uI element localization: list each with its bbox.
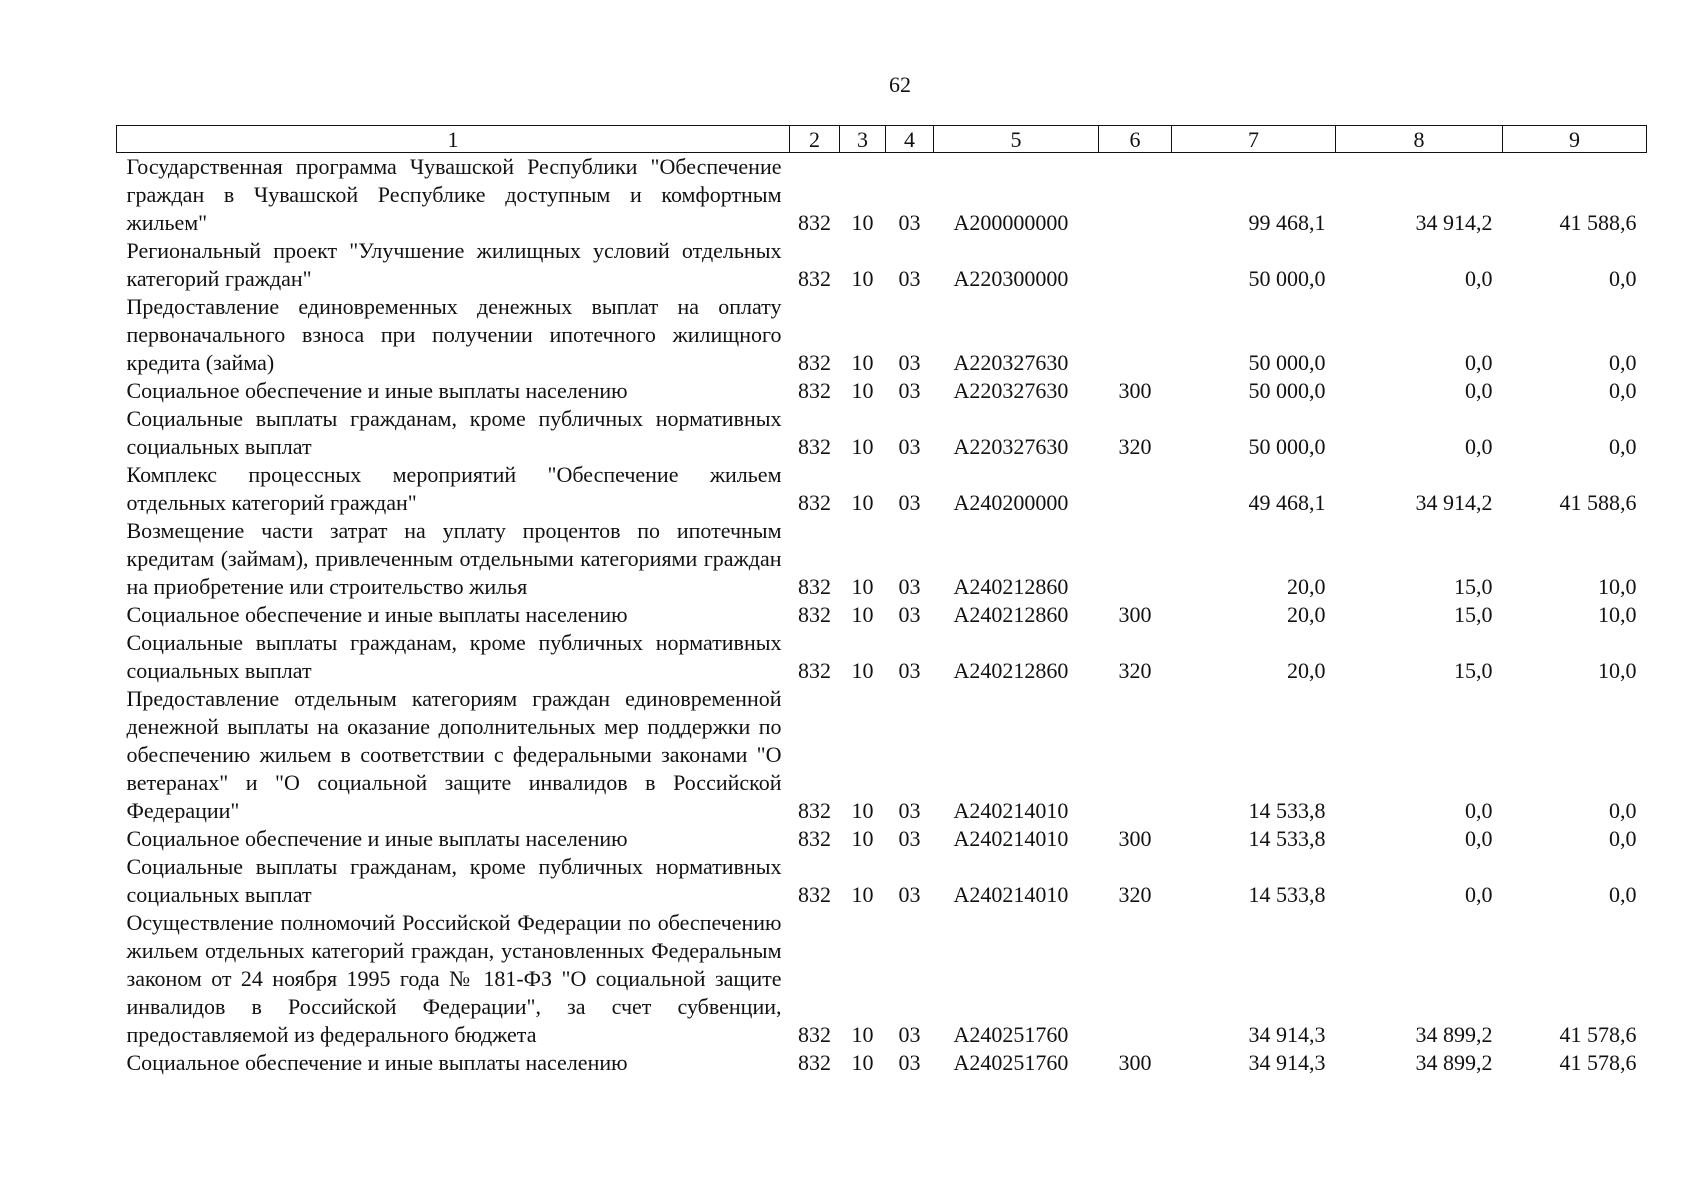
row-name: Социальные выплаты гражданам, кроме публичных нормативных социальных выплат: [126, 406, 782, 459]
row-code-section: 10: [851, 490, 874, 515]
row-amount-col8: 0,0: [1465, 882, 1493, 907]
row-amount-col8: 0,0: [1465, 350, 1493, 375]
row-expense-type: 320: [1118, 882, 1152, 907]
row-target-article: А220327630: [953, 378, 1069, 403]
row-target-article: А240212860: [953, 602, 1069, 627]
row-code-ministry: 832: [798, 1050, 831, 1075]
row-code-subsection: 03: [898, 658, 921, 683]
row-code-section: 10: [851, 798, 874, 823]
row-amount-col8: 15,0: [1454, 602, 1493, 627]
row-code-subsection: 03: [898, 1050, 921, 1075]
row-code-subsection: 03: [898, 434, 921, 459]
row-code-ministry: 832: [798, 798, 831, 823]
row-target-article: А240214010: [953, 826, 1069, 851]
row-code-ministry: 832: [798, 266, 831, 291]
row-code-section: 10: [851, 826, 874, 851]
row-amount-col9: 41 588,6: [1559, 210, 1637, 235]
row-name: Комплекс процессных мероприятий "Обеспечение жильем отдельных категорий граждан": [126, 462, 782, 515]
row-name: Предоставление единовременных денежных выплат на оплату первоначального взноса при получении ипотечного жилищного кредита (займа): [126, 294, 782, 375]
row-target-article: А240214010: [953, 798, 1069, 823]
row-amount-col7: 14 533,8: [1248, 882, 1326, 907]
row-code-ministry: 832: [798, 434, 831, 459]
row-code-ministry: 832: [798, 658, 831, 683]
table-row: [117, 629, 1647, 685]
row-expense-type: [1099, 293, 1172, 377]
row-amount-col8: 0,0: [1465, 378, 1493, 403]
row-amount-col8: 34 899,2: [1415, 1022, 1493, 1047]
table-row: [117, 405, 1647, 461]
row-amount-col7: 99 468,1: [1248, 210, 1326, 235]
row-code-ministry: 832: [798, 378, 831, 403]
row-code-ministry: 832: [798, 574, 831, 599]
row-amount-col9: 0,0: [1609, 826, 1637, 851]
row-expense-type: 320: [1118, 658, 1152, 683]
row-code-subsection: 03: [898, 210, 921, 235]
row-expense-type: 300: [1118, 378, 1152, 403]
row-code-ministry: 832: [798, 602, 831, 627]
row-amount-col8: 34 914,2: [1415, 490, 1493, 515]
row-amount-col9: 0,0: [1609, 378, 1637, 403]
table-row: [117, 685, 1647, 825]
row-amount-col9: 41 578,6: [1559, 1050, 1637, 1075]
header-col-7: 7: [1172, 126, 1336, 153]
row-target-article: А240200000: [953, 490, 1069, 515]
budget-table: [116, 125, 1647, 1077]
header-col-8: 8: [1336, 126, 1503, 153]
row-amount-col8: 0,0: [1465, 266, 1493, 291]
row-target-article: А220300000: [953, 266, 1069, 291]
row-expense-type: 320: [1118, 434, 1152, 459]
row-amount-col7: 34 914,3: [1248, 1022, 1326, 1047]
header-row: [117, 126, 1647, 153]
row-name: Государственная программа Чувашской Республики "Обеспечение граждан в Чувашской Республике доступным и комфортным жильем": [126, 154, 782, 235]
row-expense-type: 300: [1118, 1050, 1152, 1075]
row-amount-col9: 41 578,6: [1559, 1022, 1637, 1047]
row-amount-col8: 15,0: [1454, 658, 1493, 683]
row-code-section: 10: [851, 378, 874, 403]
row-code-section: 10: [851, 1022, 874, 1047]
header-col-5: 5: [934, 126, 1099, 153]
row-amount-col9: 41 588,6: [1559, 490, 1637, 515]
row-amount-col7: 34 914,3: [1248, 1050, 1326, 1075]
row-code-section: 10: [851, 602, 874, 627]
row-amount-col9: 0,0: [1609, 882, 1637, 907]
row-target-article: А240251760: [953, 1022, 1069, 1047]
row-amount-col7: 50 000,0: [1248, 434, 1326, 459]
row-amount-col9: 0,0: [1609, 350, 1637, 375]
header-col-4: 4: [886, 126, 934, 153]
row-amount-col7: 14 533,8: [1248, 826, 1326, 851]
row-name: Социальное обеспечение и иные выплаты населению: [126, 826, 628, 851]
row-target-article: А220327630: [953, 350, 1069, 375]
row-code-ministry: 832: [798, 490, 831, 515]
row-code-section: 10: [851, 350, 874, 375]
row-amount-col9: 10,0: [1598, 602, 1637, 627]
row-amount-col7: 20,0: [1287, 574, 1326, 599]
row-amount-col8: 34 914,2: [1415, 210, 1493, 235]
row-amount-col7: 50 000,0: [1248, 378, 1326, 403]
table-row: [117, 293, 1647, 377]
table-row: [117, 377, 1647, 405]
row-amount-col9: 10,0: [1598, 658, 1637, 683]
row-target-article: А240214010: [953, 882, 1069, 907]
row-code-ministry: 832: [798, 882, 831, 907]
row-code-subsection: 03: [898, 826, 921, 851]
row-expense-type: 300: [1118, 602, 1152, 627]
row-amount-col9: 0,0: [1609, 266, 1637, 291]
row-target-article: А240251760: [953, 1050, 1069, 1075]
row-name: Социальное обеспечение и иные выплаты населению: [126, 602, 628, 627]
header-col-6: 6: [1099, 126, 1172, 153]
row-target-article: А240212860: [953, 574, 1069, 599]
row-code-section: 10: [851, 882, 874, 907]
row-amount-col7: 20,0: [1287, 658, 1326, 683]
row-name: Социальное обеспечение и иные выплаты населению: [126, 378, 628, 403]
row-code-section: 10: [851, 1050, 874, 1075]
table-row: [117, 825, 1647, 853]
table-row: [117, 517, 1647, 601]
header-col-2: 2: [790, 126, 840, 153]
row-amount-col7: 50 000,0: [1248, 350, 1326, 375]
row-amount-col7: 20,0: [1287, 602, 1326, 627]
row-amount-col8: 15,0: [1454, 574, 1493, 599]
row-code-ministry: 832: [798, 210, 831, 235]
row-expense-type: [1099, 237, 1172, 293]
table-row: [117, 909, 1647, 1049]
row-code-section: 10: [851, 574, 874, 599]
row-amount-col9: 0,0: [1609, 434, 1637, 459]
row-code-section: 10: [851, 266, 874, 291]
row-amount-col9: 0,0: [1609, 798, 1637, 823]
row-expense-type: 300: [1118, 826, 1152, 851]
row-expense-type: [1099, 153, 1172, 238]
row-expense-type: [1099, 517, 1172, 601]
table-row: [117, 1049, 1647, 1077]
table-row: [117, 153, 1647, 238]
row-code-subsection: 03: [898, 378, 921, 403]
row-amount-col7: 50 000,0: [1248, 266, 1326, 291]
row-code-subsection: 03: [898, 798, 921, 823]
row-code-subsection: 03: [898, 574, 921, 599]
row-name: Социальные выплаты гражданам, кроме публичных нормативных социальных выплат: [126, 630, 782, 683]
row-amount-col8: 0,0: [1465, 826, 1493, 851]
table-row: [117, 237, 1647, 293]
row-amount-col9: 10,0: [1598, 574, 1637, 599]
row-amount-col7: 14 533,8: [1248, 798, 1326, 823]
row-name: Осуществление полномочий Российской Федерации по обеспечению жильем отдельных категорий граждан, установленных Федеральным законом от 24 ноября 1995 года № 181-ФЗ "О социальной защите инвалидов в Российской Федерации", за счет субвенции, предоставляемой из федерального бюджета: [126, 910, 782, 1047]
row-amount-col8: 34 899,2: [1415, 1050, 1493, 1075]
row-expense-type: [1099, 909, 1172, 1049]
row-code-section: 10: [851, 658, 874, 683]
row-code-ministry: 832: [798, 1022, 831, 1047]
row-code-section: 10: [851, 210, 874, 235]
table-row: [117, 461, 1647, 517]
row-code-subsection: 03: [898, 350, 921, 375]
header-col-1: 1: [117, 126, 790, 153]
row-amount-col8: 0,0: [1465, 798, 1493, 823]
row-name: Социальные выплаты гражданам, кроме публичных нормативных социальных выплат: [126, 854, 782, 907]
row-code-ministry: 832: [798, 826, 831, 851]
table-row: [117, 853, 1647, 909]
row-code-subsection: 03: [898, 882, 921, 907]
row-expense-type: [1099, 461, 1172, 517]
row-code-ministry: 832: [798, 350, 831, 375]
page-number: 62: [889, 72, 911, 97]
row-name: Региональный проект "Улучшение жилищных условий отдельных категорий граждан": [126, 238, 782, 291]
row-target-article: А220327630: [953, 434, 1069, 459]
row-amount-col7: 49 468,1: [1248, 490, 1326, 515]
row-amount-col8: 0,0: [1465, 434, 1493, 459]
table-row: [117, 601, 1647, 629]
row-code-subsection: 03: [898, 490, 921, 515]
row-code-subsection: 03: [898, 1022, 921, 1047]
row-target-article: А240212860: [953, 658, 1069, 683]
row-name: Предоставление отдельным категориям граждан единовременной денежной выплаты на оказание дополнительных мер поддержки по обеспечению жильем в соответствии с федеральными законами "О ветеранах" и "О социальной защите инвалидов в Российской Федерации": [126, 686, 782, 823]
row-name: Социальное обеспечение и иные выплаты населению: [126, 1050, 628, 1075]
row-target-article: А200000000: [953, 210, 1069, 235]
row-code-subsection: 03: [898, 602, 921, 627]
header-col-3: 3: [840, 126, 886, 153]
row-code-subsection: 03: [898, 266, 921, 291]
row-expense-type: [1099, 685, 1172, 825]
header-col-9: 9: [1503, 126, 1647, 153]
row-code-section: 10: [851, 434, 874, 459]
row-name: Возмещение части затрат на уплату процентов по ипотечным кредитам (займам), привлеченным отдельными категориями граждан на приобретение или строительство жилья: [126, 518, 782, 599]
